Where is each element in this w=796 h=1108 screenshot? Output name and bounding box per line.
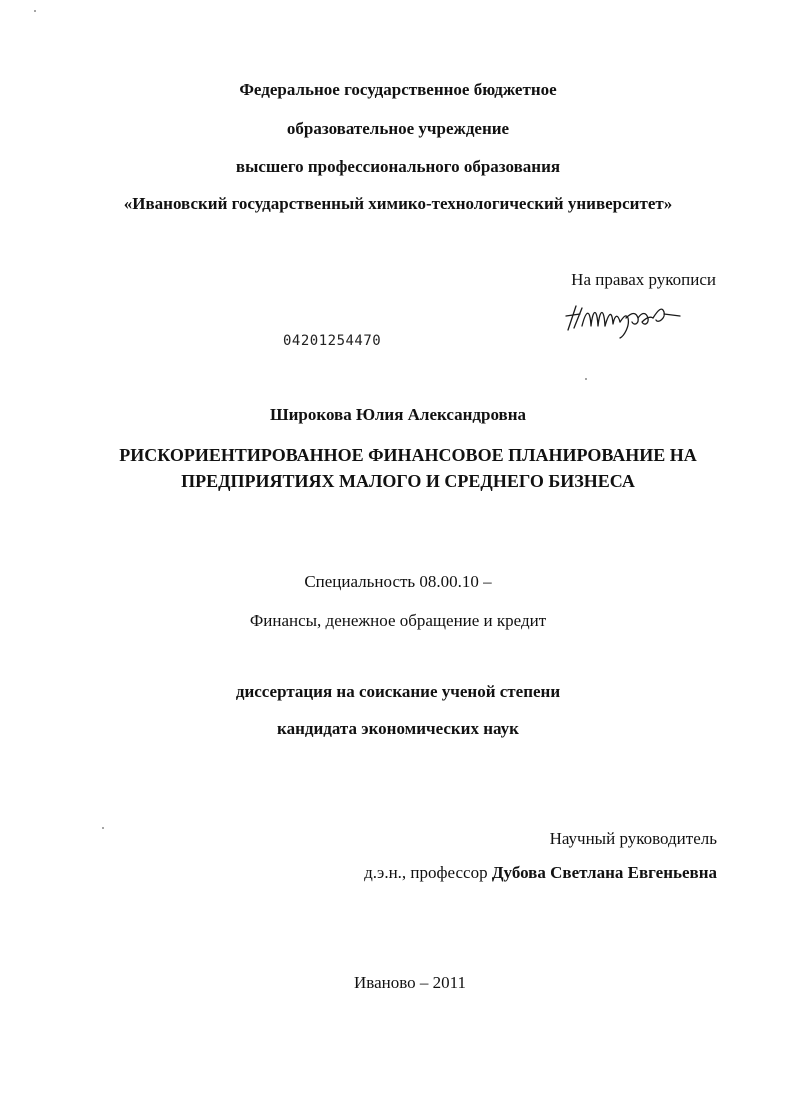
dissertation-title-line-1: РИСКОРИЕНТИРОВАННОЕ ФИНАНСОВОЕ ПЛАНИРОВАНИЕ НА <box>119 445 697 465</box>
scan-speck <box>102 827 104 829</box>
supervisor-label: Научный руководитель <box>549 829 717 848</box>
degree-line-1: диссертация на соискание ученой степени <box>235 682 561 701</box>
supervisor-title: д.э.н., профессор <box>364 863 488 882</box>
specialty-code: Специальность 08.00.10 – <box>304 572 492 591</box>
dissertation-title-line-2: ПРЕДПРИЯТИЯХ МАЛОГО И СРЕДНЕГО БИЗНЕСА <box>181 471 635 491</box>
scan-speck <box>34 10 36 12</box>
specialty-name: Финансы, денежное обращение и кредит <box>249 611 547 630</box>
institution-line-1: Федеральное государственное бюджетное <box>239 80 557 99</box>
supervisor-info <box>364 863 717 883</box>
scan-speck <box>585 378 587 380</box>
author-name: Широкова Юлия Александровна <box>269 405 527 424</box>
institution-line-3: высшего профессионального образования <box>235 157 561 176</box>
city-year: Иваново – 2011 <box>353 973 466 992</box>
institution-line-2: образовательное учреждение <box>286 119 510 138</box>
handwritten-signature-icon <box>560 296 690 340</box>
institution-line-4: «Ивановский государственный химико-технологический университет» <box>123 194 673 213</box>
library-stamp-number: 04201254470 <box>283 333 382 349</box>
rights-note: На правах рукописи <box>571 270 716 289</box>
degree-line-2: кандидата экономических наук <box>277 719 519 738</box>
supervisor-name: Дубова Светлана Евгеньевна <box>491 863 717 882</box>
